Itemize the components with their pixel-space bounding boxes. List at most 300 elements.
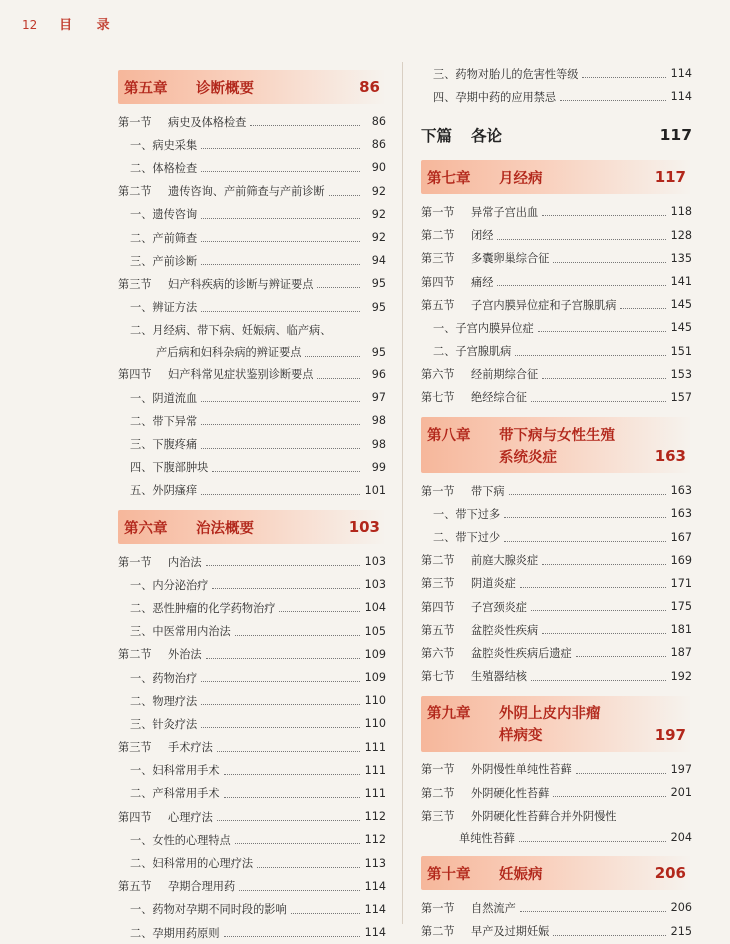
dot-leader — [542, 215, 666, 216]
chapter-title-continued: 系统炎症 — [499, 449, 557, 466]
toc-entry — [421, 340, 692, 363]
dot-leader — [553, 796, 666, 797]
entry-label — [118, 577, 208, 593]
column-divider — [402, 62, 403, 924]
chapter-line — [427, 862, 686, 884]
entry-title: 一、药物治疗 — [130, 671, 198, 685]
chapter-number: 第八章 — [427, 427, 471, 444]
entry-title: 一、药物对孕期不同时段的影响 — [130, 903, 287, 917]
chapter-line — [427, 166, 686, 188]
section-number: 第二节 — [118, 648, 152, 662]
dot-leader — [201, 171, 360, 172]
entry-page: 204 — [670, 831, 692, 845]
entry-page: 114 — [364, 902, 386, 916]
toc-entry — [421, 363, 692, 386]
chapter-line — [427, 724, 686, 746]
dot-leader — [201, 401, 360, 402]
chapter-number: 第五章 — [124, 80, 168, 97]
toc-entry — [118, 596, 386, 619]
entry-title: 盆腔炎性疾病 — [471, 623, 539, 637]
toc-entry — [118, 180, 386, 203]
toc-entry — [118, 712, 386, 735]
entry-label — [118, 206, 197, 222]
part-label: 下篇 — [421, 127, 453, 146]
entry-label — [421, 552, 538, 568]
entry-page: 101 — [364, 483, 386, 497]
entry-page: 98 — [371, 414, 386, 428]
entry-title: 心理疗法 — [168, 810, 213, 824]
toc-entry — [118, 456, 386, 479]
entry-page: 215 — [670, 924, 692, 938]
entry-title: 生殖器结核 — [471, 670, 527, 684]
chapter-line — [427, 445, 686, 467]
entry-page: 141 — [670, 275, 692, 289]
dot-leader — [201, 704, 360, 705]
entry-title: 三、中医常用内治法 — [130, 625, 231, 639]
section-number: 第四节 — [421, 275, 455, 289]
toc-entry — [118, 319, 386, 342]
entry-title: 二、孕期用药原则 — [130, 926, 220, 940]
entry-label — [421, 389, 527, 405]
toc-entry — [421, 293, 692, 316]
entry-label — [421, 645, 572, 661]
section-number: 第三节 — [118, 741, 152, 755]
toc-entry — [421, 618, 692, 641]
dot-leader — [504, 517, 666, 518]
entry-title: 一、内分泌治疗 — [130, 578, 209, 592]
entry-title: 外阴慢性单纯性苔藓 — [471, 763, 572, 777]
dot-leader — [520, 587, 666, 588]
toc-entry — [421, 920, 692, 943]
dot-leader — [217, 820, 360, 821]
entry-title: 二、妇科常用的心理疗法 — [130, 857, 254, 871]
entry-label — [421, 622, 538, 638]
chapter-line — [427, 423, 686, 445]
entry-page: 110 — [364, 717, 386, 731]
toc-entry — [118, 386, 386, 409]
toc-entry — [421, 479, 692, 502]
entry-title: 四、下腹部肿块 — [130, 461, 209, 475]
toc-entry — [421, 804, 692, 827]
entry-page: 111 — [364, 786, 386, 800]
dot-leader — [520, 911, 666, 912]
section-number: 第一节 — [118, 115, 152, 129]
entry-page: 105 — [364, 624, 386, 638]
entry-title: 五、外阴瘙痒 — [130, 484, 198, 498]
entry-page: 86 — [371, 138, 386, 152]
chapter-page: 117 — [654, 168, 686, 187]
toc-entry — [118, 573, 386, 596]
entry-label — [421, 343, 511, 359]
chapter-number: 第六章 — [124, 520, 168, 537]
dot-leader — [212, 471, 360, 472]
entry-label — [118, 739, 213, 755]
chapter-heading — [421, 417, 692, 473]
chapter-title-wrap — [124, 77, 359, 98]
dot-leader — [224, 774, 360, 775]
toc-entry — [421, 270, 692, 293]
dot-leader — [201, 424, 360, 425]
entry-label — [118, 832, 231, 848]
entry-title: 自然流产 — [471, 901, 516, 915]
dot-leader — [279, 611, 360, 612]
entry-title: 二、带下异常 — [130, 414, 198, 428]
dot-leader — [212, 588, 360, 589]
entry-label — [118, 901, 287, 917]
dot-leader — [519, 841, 666, 842]
entry-page: 128 — [670, 228, 692, 242]
toc-entry — [421, 827, 692, 848]
dot-leader — [201, 727, 360, 728]
section-number: 第六节 — [421, 646, 455, 660]
entry-page: 86 — [371, 115, 386, 129]
entry-label — [421, 785, 549, 801]
running-head — [22, 14, 120, 33]
entry-label — [118, 183, 325, 199]
toc-entry — [421, 549, 692, 572]
entry-label — [421, 575, 516, 591]
section-number: 第三节 — [421, 252, 455, 266]
dot-leader — [217, 751, 360, 752]
dot-leader — [542, 564, 666, 565]
entry-title: 二、产科常用手术 — [130, 787, 220, 801]
entry-title: 早产及过期妊娠 — [471, 925, 550, 939]
toc-entry — [118, 550, 386, 573]
section-number: 第一节 — [421, 763, 455, 777]
entry-label — [118, 785, 220, 801]
entry-label — [421, 89, 556, 105]
entry-label — [118, 670, 197, 686]
entry-page: 110 — [364, 694, 386, 708]
entry-page: 145 — [670, 321, 692, 335]
dot-leader — [206, 658, 360, 659]
chapter-title-wrap — [124, 517, 349, 538]
chapter-title: 月经病 — [499, 170, 543, 187]
entry-page: 153 — [670, 367, 692, 381]
entry-title: 一、妇科常用手术 — [130, 764, 220, 778]
entry-title: 前庭大腺炎症 — [471, 554, 539, 568]
entry-label — [118, 436, 197, 452]
chapter-line — [427, 702, 686, 724]
toc-entry — [118, 133, 386, 156]
entry-title: 外阴硬化性苔藓 — [471, 786, 550, 800]
dot-leader — [201, 448, 360, 449]
dot-leader — [201, 311, 360, 312]
entry-title: 三、针灸疗法 — [130, 717, 198, 731]
section-number: 第一节 — [421, 484, 455, 498]
entry-title: 外阴硬化性苔藓合并外阴慢性 — [471, 809, 617, 823]
entry-label — [118, 623, 231, 639]
entry-label — [118, 762, 220, 778]
entry-label — [118, 554, 202, 570]
chapter-title-wrap — [427, 167, 655, 188]
entry-page: 181 — [670, 623, 692, 637]
entry-title: 遗传咨询、产前筛查与产前诊断 — [168, 185, 325, 199]
chapter-heading — [421, 160, 692, 194]
section-number: 第五节 — [421, 623, 455, 637]
toc-right-column — [421, 62, 692, 943]
entry-title: 二、带下过少 — [433, 531, 501, 545]
section-number: 第七节 — [421, 670, 455, 684]
dot-leader — [317, 378, 360, 379]
entry-page: 145 — [670, 298, 692, 312]
page-number: 12 — [22, 18, 38, 32]
entry-page: 114 — [670, 90, 692, 104]
entry-title: 痛经 — [471, 275, 494, 289]
dot-leader — [235, 843, 360, 844]
section-number: 第二节 — [421, 925, 455, 939]
dot-leader — [201, 241, 360, 242]
toc-entry — [421, 758, 692, 781]
chapter-title-wrap — [427, 424, 686, 445]
entry-label — [118, 276, 313, 292]
entry-label — [118, 160, 197, 176]
entry-page: 111 — [364, 763, 386, 777]
chapter-title-wrap — [427, 863, 655, 884]
section-number: 第五节 — [118, 880, 152, 894]
section-number: 第一节 — [421, 205, 455, 219]
toc-entry — [421, 85, 692, 108]
entry-page: 114 — [670, 67, 692, 81]
entry-page: 151 — [670, 344, 692, 358]
dot-leader — [317, 287, 360, 288]
entry-page: 206 — [670, 901, 692, 915]
entry-page: 201 — [670, 786, 692, 800]
dot-leader — [206, 565, 360, 566]
entry-title: 二、恶性肿瘤的化学药物治疗 — [130, 601, 276, 615]
toc-entry — [118, 226, 386, 249]
dot-leader — [531, 680, 666, 681]
dot-leader — [224, 797, 360, 798]
entry-page: 171 — [670, 576, 692, 590]
toc-entry — [421, 781, 692, 804]
toc-entry — [118, 110, 386, 133]
dot-leader — [576, 656, 666, 657]
entry-title: 孕期合理用药 — [168, 880, 236, 894]
entry-page: 167 — [670, 530, 692, 544]
entry-page: 103 — [364, 555, 386, 569]
entry-label — [118, 878, 235, 894]
toc-entry — [118, 296, 386, 319]
toc-entry — [421, 200, 692, 223]
entry-title: 一、带下过多 — [433, 507, 501, 521]
dot-leader — [224, 936, 360, 937]
toc-entry — [421, 665, 692, 688]
section-number: 第五节 — [421, 298, 455, 312]
entry-label — [421, 830, 515, 846]
toc-entry — [421, 224, 692, 247]
dot-leader — [329, 195, 360, 196]
toc-entry — [118, 851, 386, 874]
entry-label — [421, 529, 500, 545]
entry-title: 一、阴道流血 — [130, 391, 198, 405]
entry-title: 异常子宫出血 — [471, 205, 539, 219]
entry-label — [118, 390, 197, 406]
dot-leader — [239, 890, 360, 891]
entry-label — [118, 600, 275, 616]
entry-label — [118, 716, 197, 732]
entry-title: 一、辨证方法 — [130, 301, 198, 315]
toc-entry — [118, 898, 386, 921]
entry-page: 99 — [371, 460, 386, 474]
dot-leader — [201, 494, 360, 495]
entry-label — [118, 646, 202, 662]
dot-leader — [497, 239, 666, 240]
dot-leader — [201, 148, 360, 149]
dot-leader — [235, 635, 360, 636]
entry-page: 163 — [670, 507, 692, 521]
entry-title: 二、物理疗法 — [130, 694, 198, 708]
toc-entry — [118, 249, 386, 272]
chapter-number: 第七章 — [427, 170, 471, 187]
toc-entry — [421, 502, 692, 525]
toc-entry — [421, 595, 692, 618]
toc-entry — [118, 759, 386, 782]
entry-page: 112 — [364, 833, 386, 847]
entry-page: 112 — [364, 810, 386, 824]
chapter-page: 103 — [348, 518, 380, 536]
toc-entry — [118, 805, 386, 828]
entry-label — [421, 808, 616, 824]
entry-page: 114 — [364, 926, 386, 940]
toc-entry — [118, 203, 386, 226]
part-title-wrap — [421, 124, 660, 146]
entry-title: 经前期综合征 — [471, 368, 539, 382]
entry-label — [118, 855, 253, 871]
entry-label — [421, 227, 493, 243]
chapter-heading — [421, 856, 692, 890]
entry-page: 94 — [371, 254, 386, 268]
part-heading — [421, 118, 692, 152]
dot-leader — [582, 77, 666, 78]
dot-leader — [553, 262, 666, 263]
dot-leader — [553, 935, 666, 936]
page-title: 目 录 — [59, 18, 120, 33]
entry-label — [118, 253, 197, 269]
entry-label — [118, 459, 208, 475]
section-number: 第一节 — [118, 555, 152, 569]
entry-label — [421, 761, 572, 777]
entry-title: 二、产前筛查 — [130, 231, 198, 245]
entry-page: 175 — [670, 600, 692, 614]
entry-label — [421, 320, 534, 336]
dot-leader — [291, 913, 360, 914]
chapter-page: 206 — [654, 864, 686, 883]
entry-page: 90 — [371, 161, 386, 175]
entry-title: 子宫颈炎症 — [471, 600, 527, 614]
entry-page: 95 — [371, 277, 386, 291]
dot-leader — [560, 100, 666, 101]
entry-title: 手术疗法 — [168, 741, 213, 755]
entry-title: 妇产科常见症状鉴别诊断要点 — [168, 368, 314, 382]
entry-page: 104 — [364, 601, 386, 615]
dot-leader — [542, 633, 666, 634]
entry-title: 单纯性苔藓 — [459, 831, 515, 845]
section-number: 第四节 — [421, 600, 455, 614]
entry-title: 带下病 — [471, 484, 505, 498]
entry-label — [421, 668, 527, 684]
entry-title: 三、产前诊断 — [130, 254, 198, 268]
entry-label — [421, 366, 538, 382]
entry-page: 98 — [371, 437, 386, 451]
dot-leader — [305, 356, 360, 357]
dot-leader — [538, 331, 666, 332]
toc-entry — [118, 666, 386, 689]
toc-entry — [421, 896, 692, 919]
toc-entry — [118, 828, 386, 851]
entry-page: 114 — [364, 879, 386, 893]
entry-title: 一、病史采集 — [130, 138, 198, 152]
entry-page: 197 — [670, 762, 692, 776]
entry-page: 97 — [371, 391, 386, 405]
chapter-line — [124, 516, 380, 538]
entry-page: 92 — [371, 231, 386, 245]
toc-entry — [421, 572, 692, 595]
chapter-page: 163 — [654, 447, 686, 466]
entry-title: 二、子宫腺肌病 — [433, 345, 512, 359]
entry-label — [421, 900, 516, 916]
section-number: 第七节 — [421, 391, 455, 405]
entry-title: 一、女性的心理特点 — [130, 833, 231, 847]
entry-page: 92 — [371, 207, 386, 221]
chapter-title: 治法概要 — [196, 520, 254, 537]
entry-title: 闭经 — [471, 229, 494, 243]
toc-entry — [118, 342, 386, 363]
dot-leader — [509, 494, 666, 495]
section-number: 第四节 — [118, 368, 152, 382]
section-number: 第一节 — [421, 901, 455, 915]
entry-title: 二、月经病、带下病、妊娠病、临产病、 — [130, 324, 332, 338]
entry-label — [421, 297, 616, 313]
entry-page: 135 — [670, 251, 692, 265]
entry-title: 一、子宫内膜异位症 — [433, 321, 534, 335]
entry-title: 子宫内膜异位症和子宫腺肌病 — [471, 298, 617, 312]
toc-left-column — [118, 62, 386, 944]
entry-label — [118, 366, 313, 382]
entry-label — [421, 250, 549, 266]
entry-page: 109 — [364, 647, 386, 661]
entry-label — [421, 66, 578, 82]
toc-entry — [421, 641, 692, 664]
entry-page: 192 — [670, 669, 692, 683]
entry-title: 一、遗传咨询 — [130, 208, 198, 222]
chapter-title: 带下病与女性生殖 — [499, 427, 615, 444]
entry-page: 92 — [371, 184, 386, 198]
entry-label — [118, 482, 197, 498]
chapter-number: 第十章 — [427, 866, 471, 883]
entry-page: 113 — [364, 856, 386, 870]
toc-entry — [118, 272, 386, 295]
entry-title: 二、体格检查 — [130, 161, 198, 175]
chapter-page: 197 — [654, 725, 686, 744]
entry-page: 169 — [670, 553, 692, 567]
entry-label — [118, 809, 213, 825]
toc-entry — [421, 247, 692, 270]
dot-leader — [201, 264, 360, 265]
entry-label — [118, 344, 301, 360]
chapter-heading — [118, 510, 386, 544]
entry-label — [118, 230, 197, 246]
chapter-page: 86 — [359, 78, 380, 96]
dot-leader — [201, 218, 360, 219]
section-number: 第三节 — [421, 809, 455, 823]
chapter-heading — [421, 696, 692, 752]
entry-title: 外治法 — [168, 648, 202, 662]
toc-entry — [118, 363, 386, 386]
chapter-title-continued: 样病变 — [499, 728, 543, 745]
section-number: 第六节 — [421, 368, 455, 382]
dot-leader — [504, 541, 666, 542]
